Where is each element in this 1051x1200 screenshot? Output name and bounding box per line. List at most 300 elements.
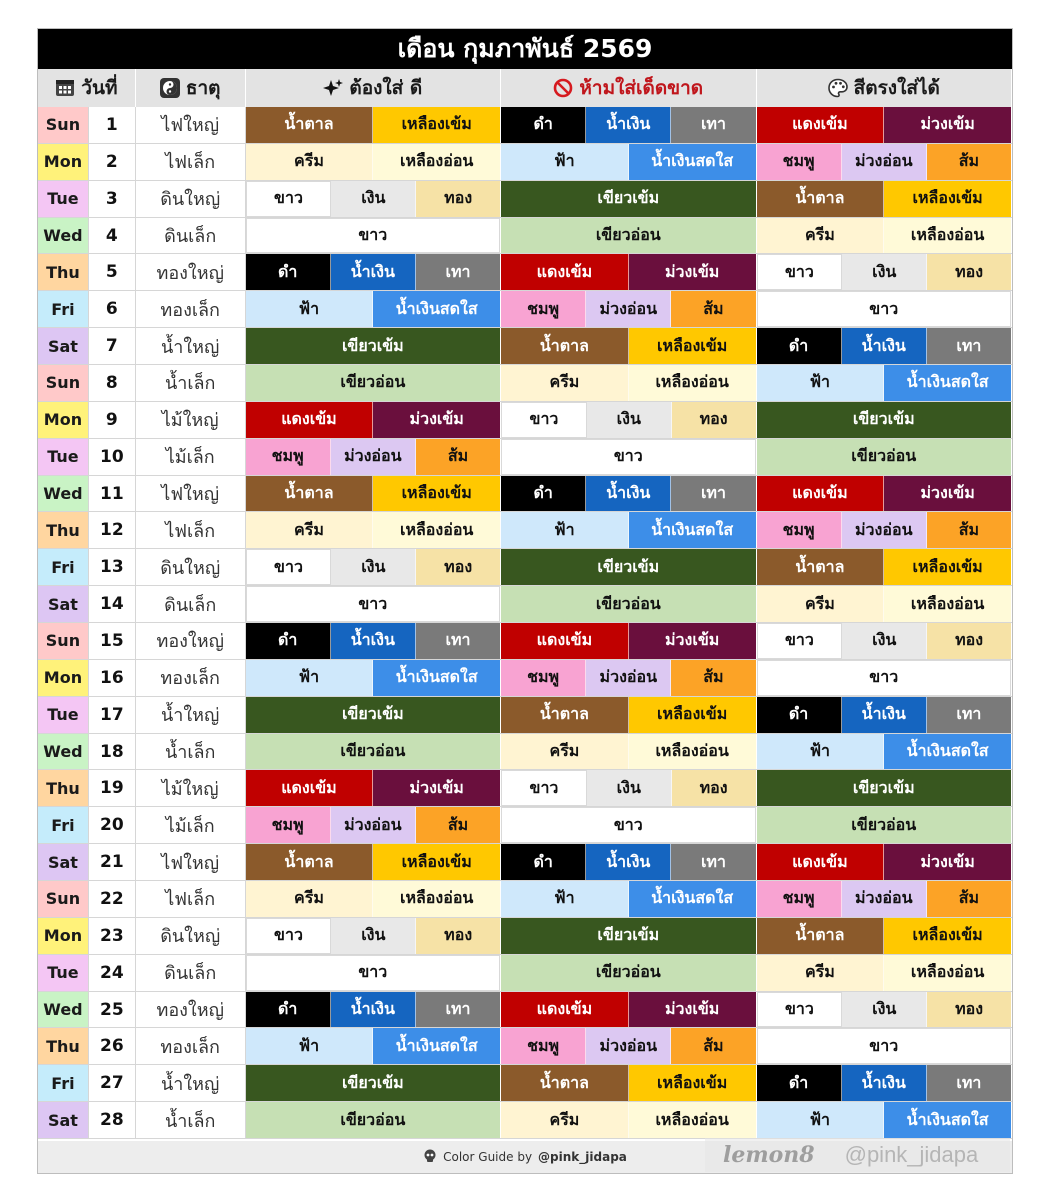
color-chip: เขียวเข้ม — [757, 402, 1011, 438]
color-chip: น้ำเงิน — [331, 254, 416, 290]
color-chip: ม่วงเข้ม — [373, 402, 500, 438]
color-chip: ชมพู — [757, 881, 842, 917]
day-label: Sun — [38, 881, 88, 917]
day-label: Sun — [38, 623, 88, 659]
day-label: Mon — [38, 402, 88, 438]
date-number: 13 — [88, 549, 136, 585]
group-must — [246, 844, 501, 880]
color-chip: เหลืองอ่อน — [629, 1102, 756, 1138]
color-chip: ดำ — [246, 254, 331, 290]
group-avoid — [501, 254, 756, 290]
color-chip: ฟ้า — [246, 1028, 374, 1064]
group-avoid — [501, 476, 756, 512]
group-avoid — [501, 328, 756, 364]
color-chip: น้ำเงิน — [586, 476, 671, 512]
color-chip: ขาว — [757, 254, 843, 290]
table-row — [38, 844, 1012, 881]
header-element — [136, 69, 246, 107]
table-row — [38, 770, 1012, 807]
color-chip: ฟ้า — [757, 365, 885, 401]
color-chip: ม่วงอ่อน — [586, 1028, 671, 1064]
element-label: ดินเล็ก — [136, 955, 246, 991]
color-chip: เขียวอ่อน — [757, 439, 1011, 475]
color-chip: ม่วงเข้ม — [884, 476, 1011, 512]
table-row — [38, 992, 1012, 1029]
date-number: 19 — [88, 770, 136, 806]
color-chip: น้ำตาล — [757, 549, 885, 585]
color-chip: เหลืองเข้ม — [884, 918, 1011, 954]
color-chip: เหลืองอ่อน — [373, 144, 500, 180]
color-chip: น้ำเงิน — [586, 107, 671, 143]
color-guide-sheet — [37, 28, 1013, 1174]
table-row — [38, 218, 1012, 255]
color-chip: เหลืองอ่อน — [884, 955, 1011, 991]
color-chip: ม่วงเข้ม — [884, 107, 1011, 143]
color-chip: ทอง — [416, 549, 500, 585]
date-number: 7 — [88, 328, 136, 364]
color-chip: ขาว — [757, 291, 1011, 327]
date-number: 12 — [88, 512, 136, 548]
color-chip: ม่วงเข้ม — [373, 770, 500, 806]
day-label: Tue — [38, 439, 88, 475]
color-chip: ส้ม — [416, 807, 500, 843]
date-number: 5 — [88, 254, 136, 290]
color-chip: ฟ้า — [757, 734, 885, 770]
color-chip: เหลืองเข้ม — [629, 1065, 756, 1101]
watermark-user: @pink_jidapa — [844, 1142, 979, 1167]
day-label: Mon — [38, 660, 88, 696]
color-chip: เขียวอ่อน — [501, 586, 755, 622]
color-chip: เงิน — [331, 918, 416, 954]
color-chip: เขียวอ่อน — [757, 807, 1011, 843]
group-match — [757, 291, 1012, 327]
day-label: Mon — [38, 918, 88, 954]
color-chip: ดำ — [501, 476, 586, 512]
group-avoid — [501, 512, 756, 548]
color-chip: ขาว — [246, 218, 500, 254]
color-chip: ทอง — [927, 623, 1011, 659]
table-row — [38, 734, 1012, 771]
table-row — [38, 365, 1012, 402]
color-chip: น้ำตาล — [757, 181, 885, 217]
group-match — [757, 955, 1012, 991]
color-chip: ครีม — [501, 365, 629, 401]
group-match — [757, 807, 1012, 843]
header-date — [38, 69, 136, 107]
table-row — [38, 697, 1012, 734]
color-chip: น้ำเงินสดใส — [884, 365, 1011, 401]
group-match — [757, 1102, 1012, 1138]
header-avoid — [501, 69, 756, 107]
color-chip: น้ำตาล — [501, 1065, 629, 1101]
group-match — [757, 365, 1012, 401]
day-label: Sat — [38, 328, 88, 364]
watermark-logo: lemon8 — [723, 1142, 815, 1168]
color-chip: ชมพู — [246, 439, 331, 475]
color-chip: ฟ้า — [246, 660, 374, 696]
header-avoid-label: ห้ามใส่เด็ดขาด — [579, 77, 704, 99]
color-chip: แดงเข้ม — [246, 770, 374, 806]
date-number: 8 — [88, 365, 136, 401]
group-avoid — [501, 623, 756, 659]
color-chip: เขียวอ่อน — [501, 955, 755, 991]
element-label: ดินใหญ่ — [136, 181, 246, 217]
color-chip: ฟ้า — [246, 291, 374, 327]
color-chip: น้ำเงินสดใส — [373, 660, 500, 696]
element-label: น้ำเล็ก — [136, 734, 246, 770]
table-row — [38, 144, 1012, 181]
date-number: 27 — [88, 1065, 136, 1101]
table-row — [38, 181, 1012, 218]
date-number: 18 — [88, 734, 136, 770]
element-label: ไม้ใหญ่ — [136, 402, 246, 438]
date-number: 16 — [88, 660, 136, 696]
color-chip: ขาว — [246, 955, 500, 991]
day-label: Sat — [38, 586, 88, 622]
color-chip: ชมพู — [757, 512, 842, 548]
table-row — [38, 1028, 1012, 1065]
color-chip: ทอง — [927, 254, 1011, 290]
date-number: 23 — [88, 918, 136, 954]
page-title: เดือน กุมภาพันธ์ 2569 — [38, 29, 1012, 69]
color-chip: เทา — [671, 476, 755, 512]
color-chip: ขาว — [757, 623, 843, 659]
element-label: ทองใหญ่ — [136, 992, 246, 1028]
group-match — [757, 218, 1012, 254]
group-must — [246, 291, 501, 327]
color-chip: น้ำเงินสดใส — [373, 1028, 500, 1064]
group-must — [246, 1028, 501, 1064]
group-avoid — [501, 881, 756, 917]
group-must — [246, 1065, 501, 1101]
header-match-label: สีตรงใส่ได้ — [853, 77, 940, 99]
color-chip: เงิน — [587, 770, 672, 806]
group-match — [757, 881, 1012, 917]
color-chip: ฟ้า — [501, 144, 629, 180]
date-number: 3 — [88, 181, 136, 217]
color-chip: เงิน — [842, 623, 927, 659]
group-must — [246, 365, 501, 401]
group-avoid — [501, 1028, 756, 1064]
element-label: ทองใหญ่ — [136, 623, 246, 659]
group-must — [246, 807, 501, 843]
group-match — [757, 476, 1012, 512]
element-label: น้ำเล็ก — [136, 1102, 246, 1138]
color-chip: แดงเข้ม — [501, 254, 629, 290]
color-chip: เหลืองเข้ม — [373, 107, 500, 143]
color-chip: ม่วงอ่อน — [331, 439, 416, 475]
color-chip: น้ำตาล — [757, 918, 885, 954]
group-avoid — [501, 770, 756, 806]
group-match — [757, 586, 1012, 622]
day-label: Thu — [38, 254, 88, 290]
color-chip: เทา — [927, 1065, 1011, 1101]
color-chip: เหลืองอ่อน — [629, 734, 756, 770]
element-label: ไฟเล็ก — [136, 144, 246, 180]
element-label: ไฟเล็ก — [136, 881, 246, 917]
color-chip: ขาว — [501, 439, 755, 475]
day-label: Sun — [38, 107, 88, 143]
group-match — [757, 623, 1012, 659]
color-chip: ดำ — [501, 844, 586, 880]
element-label: น้ำใหญ่ — [136, 1065, 246, 1101]
color-chip: ส้ม — [671, 1028, 755, 1064]
group-avoid — [501, 807, 756, 843]
color-chip: ครีม — [501, 734, 629, 770]
color-chip: ทอง — [416, 918, 500, 954]
day-label: Sat — [38, 1102, 88, 1138]
color-chip: เขียวอ่อน — [246, 1102, 500, 1138]
color-chip: เหลืองเข้ม — [884, 549, 1011, 585]
element-label: ทองเล็ก — [136, 660, 246, 696]
table-row — [38, 291, 1012, 328]
color-chip: ทอง — [927, 992, 1011, 1028]
date-number: 20 — [88, 807, 136, 843]
day-label: Fri — [38, 549, 88, 585]
color-chip: เหลืองเข้ม — [629, 697, 756, 733]
group-avoid — [501, 107, 756, 143]
group-avoid — [501, 586, 756, 622]
date-number: 1 — [88, 107, 136, 143]
group-avoid — [501, 365, 756, 401]
color-chip: ครีม — [246, 512, 374, 548]
color-chip: ขาว — [757, 1028, 1011, 1064]
color-chip: ส้ม — [671, 291, 755, 327]
group-avoid — [501, 844, 756, 880]
color-chip: น้ำตาล — [501, 328, 629, 364]
table-row — [38, 1102, 1012, 1139]
group-must — [246, 512, 501, 548]
color-chip: เทา — [416, 623, 500, 659]
color-chip: เขียวอ่อน — [501, 218, 755, 254]
group-avoid — [501, 918, 756, 954]
element-label: ทองเล็ก — [136, 291, 246, 327]
color-chip: ครีม — [757, 218, 885, 254]
color-chip: ขาว — [757, 660, 1011, 696]
day-label: Fri — [38, 1065, 88, 1101]
color-chip: ม่วงอ่อน — [586, 660, 671, 696]
color-chip: เทา — [416, 254, 500, 290]
color-chip: ขาว — [246, 549, 332, 585]
group-match — [757, 770, 1012, 806]
date-number: 28 — [88, 1102, 136, 1138]
day-label: Sat — [38, 844, 88, 880]
color-chip: ส้ม — [416, 439, 500, 475]
color-chip: เขียวเข้ม — [246, 697, 500, 733]
color-chip: เหลืองเข้ม — [373, 844, 500, 880]
table-row — [38, 586, 1012, 623]
color-chip: ครีม — [246, 881, 374, 917]
color-chip: ม่วงเข้ม — [629, 992, 756, 1028]
color-chip: น้ำเงิน — [842, 697, 927, 733]
day-label: Wed — [38, 734, 88, 770]
color-chip: ชมพู — [501, 291, 586, 327]
color-chip: ดำ — [246, 992, 331, 1028]
day-label: Tue — [38, 697, 88, 733]
color-chip: ขาว — [246, 918, 332, 954]
color-chip: ส้ม — [927, 881, 1011, 917]
color-chip: น้ำตาล — [246, 107, 374, 143]
group-must — [246, 476, 501, 512]
day-label: Wed — [38, 218, 88, 254]
group-match — [757, 254, 1012, 290]
group-match — [757, 144, 1012, 180]
header-element-label: ธาตุ — [185, 77, 221, 99]
table-row — [38, 476, 1012, 513]
date-number: 26 — [88, 1028, 136, 1064]
day-label: Tue — [38, 955, 88, 991]
date-number: 14 — [88, 586, 136, 622]
group-must — [246, 439, 501, 475]
color-chip: เงิน — [331, 181, 416, 217]
group-must — [246, 992, 501, 1028]
table-row — [38, 660, 1012, 697]
color-chip: ขาว — [501, 402, 587, 438]
day-label: Thu — [38, 1028, 88, 1064]
element-label: ดินใหญ่ — [136, 918, 246, 954]
color-chip: น้ำเงินสดใส — [629, 512, 756, 548]
color-chip: แดงเข้ม — [501, 623, 629, 659]
color-chip: แดงเข้ม — [757, 107, 885, 143]
group-match — [757, 107, 1012, 143]
group-must — [246, 734, 501, 770]
color-chip: แดงเข้ม — [501, 992, 629, 1028]
calendar-icon — [55, 78, 75, 98]
group-must — [246, 697, 501, 733]
table-row — [38, 918, 1012, 955]
date-number: 24 — [88, 955, 136, 991]
color-chip: ม่วงอ่อน — [586, 291, 671, 327]
yin-yang-icon — [160, 78, 180, 98]
color-chip: เหลืองอ่อน — [373, 881, 500, 917]
color-chip: ดำ — [757, 697, 842, 733]
color-chip: ฟ้า — [501, 881, 629, 917]
header-must — [246, 69, 501, 107]
footer-label: Color Guide by — [443, 1150, 533, 1164]
date-number: 22 — [88, 881, 136, 917]
group-match — [757, 1065, 1012, 1101]
footer-handle: @pink_jidapa — [538, 1150, 627, 1164]
color-chip: เงิน — [842, 992, 927, 1028]
color-chip: ม่วงอ่อน — [842, 512, 927, 548]
date-number: 2 — [88, 144, 136, 180]
color-chip: เขียวอ่อน — [246, 734, 500, 770]
color-chip: เงิน — [331, 549, 416, 585]
color-chip: ทอง — [672, 402, 756, 438]
day-label: Tue — [38, 181, 88, 217]
color-chip: ชมพู — [246, 807, 331, 843]
group-avoid — [501, 955, 756, 991]
color-chip: น้ำตาล — [246, 476, 374, 512]
day-label: Thu — [38, 770, 88, 806]
color-chip: ขาว — [246, 181, 332, 217]
group-match — [757, 439, 1012, 475]
group-must — [246, 181, 501, 217]
date-number: 10 — [88, 439, 136, 475]
group-must — [246, 586, 501, 622]
color-chip: ส้ม — [927, 512, 1011, 548]
color-chip: ครีม — [501, 1102, 629, 1138]
header-match — [757, 69, 1012, 107]
group-must — [246, 328, 501, 364]
color-chip: เหลืองเข้ม — [884, 181, 1011, 217]
element-label: ไฟใหญ่ — [136, 476, 246, 512]
color-chip: น้ำเงินสดใส — [629, 881, 756, 917]
group-must — [246, 660, 501, 696]
element-label: น้ำใหญ่ — [136, 328, 246, 364]
color-chip: น้ำเงินสดใส — [373, 291, 500, 327]
color-chip: เขียวเข้ม — [757, 770, 1011, 806]
group-match — [757, 697, 1012, 733]
color-chip: น้ำตาล — [246, 844, 374, 880]
table-row — [38, 402, 1012, 439]
group-match — [757, 549, 1012, 585]
table-row — [38, 254, 1012, 291]
color-chip: ทอง — [416, 181, 500, 217]
color-chip: เงิน — [842, 254, 927, 290]
color-chip: เหลืองอ่อน — [884, 218, 1011, 254]
day-label: Fri — [38, 291, 88, 327]
group-avoid — [501, 549, 756, 585]
palette-icon — [828, 78, 848, 98]
skull-icon — [423, 1149, 437, 1166]
group-match — [757, 181, 1012, 217]
element-label: ไฟใหญ่ — [136, 107, 246, 143]
day-label: Wed — [38, 992, 88, 1028]
color-chip: เขียวเข้ม — [501, 918, 755, 954]
date-number: 4 — [88, 218, 136, 254]
group-must — [246, 402, 501, 438]
color-chip: เทา — [927, 328, 1011, 364]
color-chip: เทา — [416, 992, 500, 1028]
color-chip: ส้ม — [671, 660, 755, 696]
color-chip: ขาว — [501, 770, 587, 806]
color-chip: น้ำเงินสดใส — [884, 734, 1011, 770]
day-label: Sun — [38, 365, 88, 401]
calendar-grid — [38, 107, 1012, 1139]
color-chip: น้ำเงิน — [331, 992, 416, 1028]
color-chip: เขียวเข้ม — [501, 549, 755, 585]
group-must — [246, 144, 501, 180]
color-chip: น้ำเงิน — [331, 623, 416, 659]
date-number: 17 — [88, 697, 136, 733]
color-chip: เหลืองอ่อน — [629, 365, 756, 401]
color-chip: ม่วงอ่อน — [842, 144, 927, 180]
date-number: 21 — [88, 844, 136, 880]
element-label: น้ำใหญ่ — [136, 697, 246, 733]
color-chip: เหลืองเข้ม — [373, 476, 500, 512]
color-chip: ฟ้า — [757, 1102, 885, 1138]
color-chip: เงิน — [587, 402, 672, 438]
color-chip: เทา — [927, 697, 1011, 733]
group-must — [246, 549, 501, 585]
group-avoid — [501, 439, 756, 475]
header-date-label: วันที่ — [81, 77, 118, 99]
group-avoid — [501, 1065, 756, 1101]
color-chip: แดงเข้ม — [246, 402, 374, 438]
prohibited-icon — [553, 78, 573, 98]
color-chip: ชมพู — [501, 1028, 586, 1064]
date-number: 15 — [88, 623, 136, 659]
color-chip: ม่วงเข้ม — [629, 623, 756, 659]
group-must — [246, 918, 501, 954]
group-match — [757, 992, 1012, 1028]
group-match — [757, 918, 1012, 954]
color-chip: น้ำเงิน — [842, 328, 927, 364]
group-avoid — [501, 181, 756, 217]
color-chip: ม่วงเข้ม — [884, 844, 1011, 880]
table-row — [38, 955, 1012, 992]
